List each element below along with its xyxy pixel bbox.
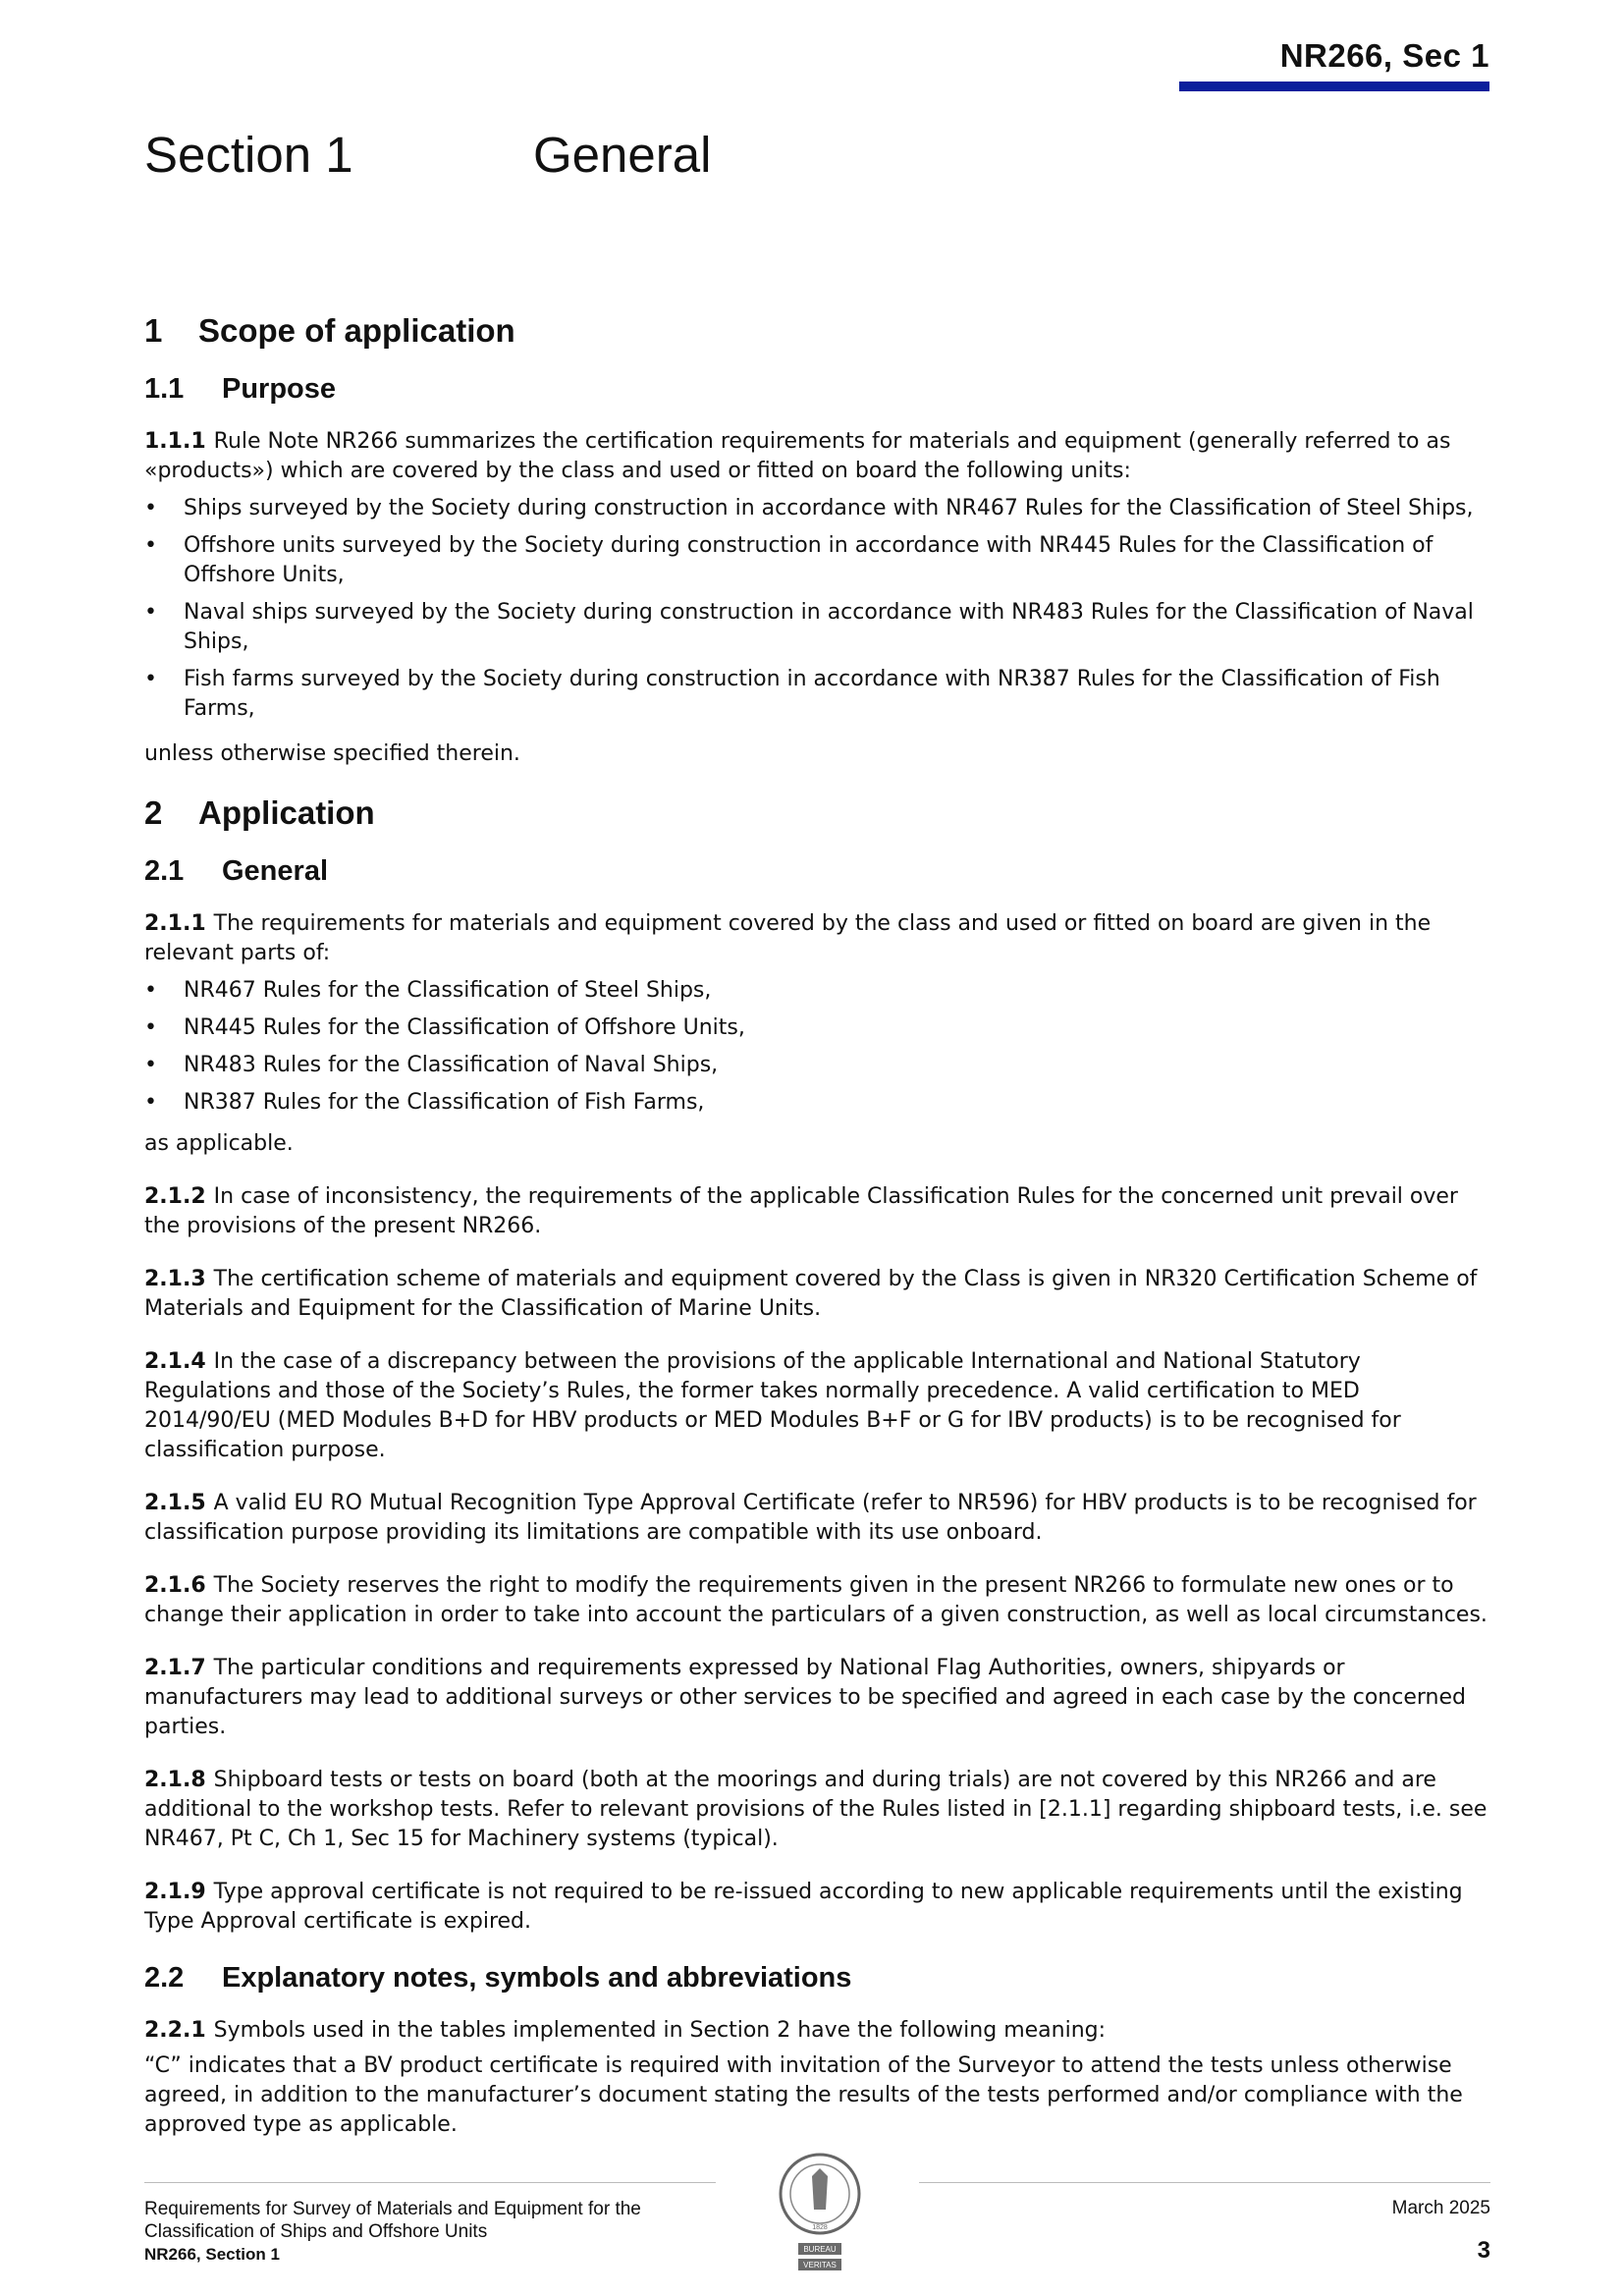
section-number: Section 1 [144, 127, 353, 183]
paragraph-symbol-c: “C” indicates that a BV product certificate is required with invitation of the Surveyor to attend the tests unless otherwise agreed, in addition to the manufacturer’s document stating the results of the tests performed and/or compliance with the approved type as applicable. [144, 2053, 1463, 2137]
heading-general: 2.1 General [144, 855, 328, 887]
paragraph-as-applicable: as applicable. [144, 1131, 294, 1156]
paragraph-2-1-8: 2.1.8 Shipboard tests or tests on board (both at the moorings and during trials) are not covered by this NR266 and are additional to the workshop tests. Refer to relevant provisions of the Rules listed in [2.1.1] regarding shipboard tests, i.e. see NR467, Pt C, Ch 1, Sec 15 for Machinery systems (typical). [144, 1768, 1488, 1851]
rules-list [144, 976, 1490, 1118]
logo-bar1-text: BUREAU [803, 2245, 837, 2254]
section-title: General [533, 127, 712, 183]
header-accent-bar [1179, 82, 1489, 91]
header-doc-ref: NR266, Sec 1 [1279, 37, 1489, 74]
paragraph-2-1-2: 2.1.2 In case of inconsistency, the requirements of the applicable Classification Rules for the concerned unit prevail over the provisions of the present NR266. [144, 1184, 1458, 1238]
footer-date: March 2025 [1391, 2198, 1490, 2218]
footer-divider-right [919, 2182, 1490, 2183]
bureau-veritas-logo-icon [769, 2151, 871, 2278]
paragraph-2-1-5: 2.1.5 A valid EU RO Mutual Recognition Type Approval Certificate (refer to NR596) for HBV products is to be recognised for classification purpose providing its limitations are compatible with its use onboard. [144, 1491, 1477, 1545]
units-list [144, 494, 1490, 724]
list-item: • Ships surveyed by the Society during construction in accordance with NR467 Rules for the Classification of Steel Ships, [144, 496, 1474, 520]
page-number: 3 [1477, 2237, 1490, 2264]
paragraph-2-1-1: 2.1.1 The requirements for materials and equipment covered by the class and used or fitted on board are given in the relevant parts of: [144, 911, 1432, 965]
heading-explanatory-notes: 2.2 Explanatory notes, symbols and abbreviations [144, 1962, 852, 1994]
paragraph-unless: unless otherwise specified therein. [144, 741, 520, 766]
paragraph-2-1-6: 2.1.6 The Society reserves the right to modify the requirements given in the present NR266 to formulate new ones or to change their application in order to take into account the particulars of a given construction, as well as local circumstances. [144, 1573, 1488, 1627]
logo-bar2-text: VERITAS [803, 2261, 837, 2269]
logo-year-text: 1828 [812, 2224, 828, 2231]
heading-scope: 1 Scope of application [144, 312, 515, 349]
list-item: • Naval ships surveyed by the Society during construction in accordance with NR483 Rules for the Classification of Naval Ships, [144, 600, 1474, 654]
list-item: • NR467 Rules for the Classification of Steel Ships, [144, 978, 712, 1003]
paragraph-2-1-4: 2.1.4 In the case of a discrepancy between the provisions of the applicable International and National Statutory Regulations and those of the Society’s Rules, the former takes normally precedence. A valid certification to MED 2014/90/EU (MED Modules B+D for HBV products or MED Modules B+F or G for IBV products) is to be recognised for classification purpose. [144, 1349, 1401, 1462]
paragraph-2-1-9: 2.1.9 Type approval certificate is not required to be re-issued according to new applicable requirements until the existing Type Approval certificate is expired. [144, 1880, 1463, 1934]
paragraph-1-1-1: 1.1.1 Rule Note NR266 summarizes the certification requirements for materials and equipment (generally referred to as «products») which are covered by the class and used or fitted on board the following units: [144, 429, 1451, 483]
list-item: • NR445 Rules for the Classification of Offshore Units, [144, 1015, 745, 1040]
heading-purpose: 1.1 Purpose [144, 373, 337, 405]
footer-doc-title: Requirements for Survey of Materials and Equipment for the Classification of Ships and Offshore Units NR266, Section 1 [144, 2199, 641, 2264]
list-item: • NR387 Rules for the Classification of Fish Farms, [144, 1090, 705, 1115]
paragraph-2-1-3: 2.1.3 The certification scheme of materials and equipment covered by the Class is given in NR320 Certification Scheme of Materials and Equipment for the Classification of Marine Units. [144, 1267, 1478, 1321]
list-item: • Offshore units surveyed by the Society during construction in accordance with NR445 Rules for the Classification of Offshore Units, [144, 533, 1434, 587]
heading-application: 2 Application [144, 794, 375, 831]
page-content [144, 312, 1490, 2140]
paragraph-2-1-7: 2.1.7 The particular conditions and requirements expressed by National Flag Authorities, owners, shipyards or manufacturers may lead to additional surveys or other services to be specified and agreed in each case by the concerned parties. [144, 1656, 1466, 1739]
paragraph-2-2-1: 2.2.1 Symbols used in the tables implemented in Section 2 have the following meaning: [144, 2018, 1107, 2043]
footer-divider-left [144, 2182, 716, 2183]
list-item: • Fish farms surveyed by the Society during construction in accordance with NR387 Rules for the Classification of Fish Farms, [144, 667, 1440, 721]
list-item: • NR483 Rules for the Classification of Naval Ships, [144, 1053, 719, 1077]
